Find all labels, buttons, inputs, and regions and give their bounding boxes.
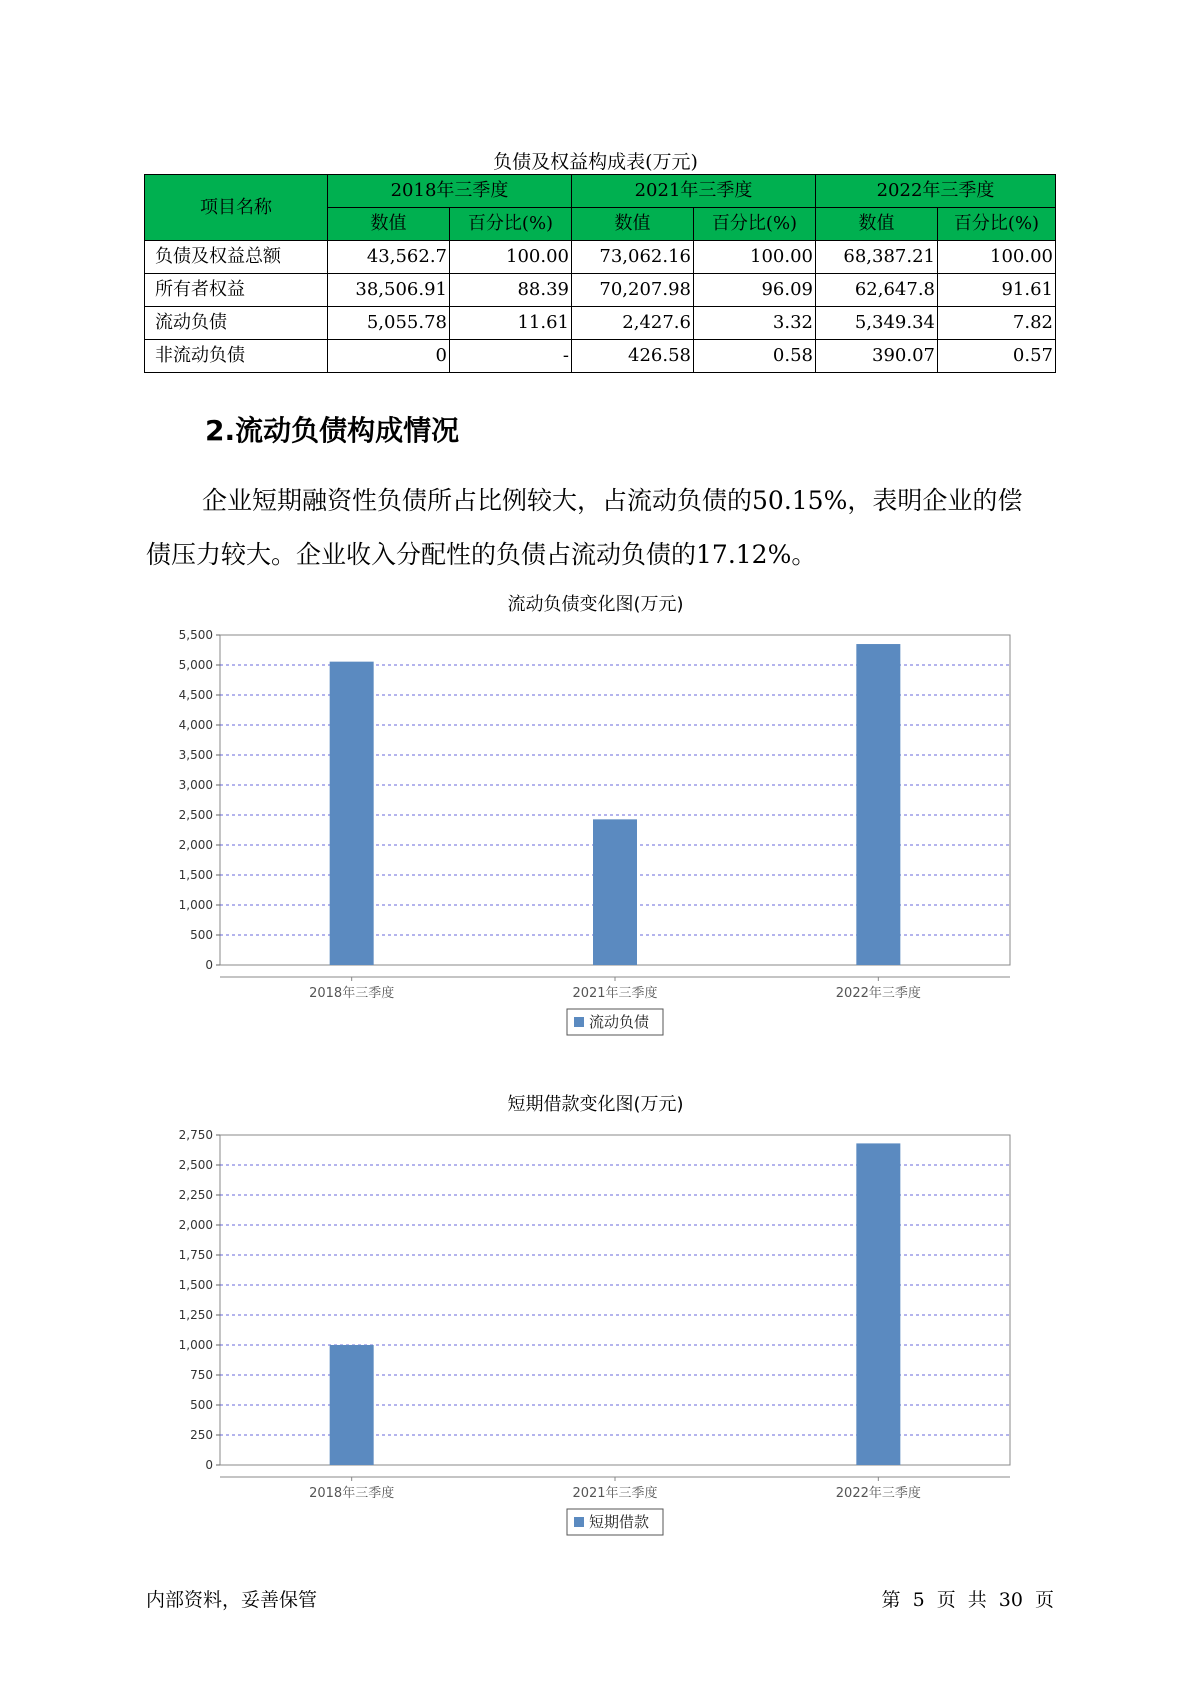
x-tick-label: 2018年三季度 xyxy=(309,1486,395,1501)
y-tick-label: 1,500 xyxy=(178,1278,213,1292)
table-cell: 426.58 xyxy=(572,340,694,373)
table-cell: 100.00 xyxy=(938,241,1056,274)
y-tick-label: 2,000 xyxy=(178,838,213,852)
legend-label: 短期借款 xyxy=(589,1513,650,1531)
y-tick-label: 500 xyxy=(190,928,213,942)
y-tick-label: 1,000 xyxy=(178,1338,213,1352)
chart-title-current-liabilities: 流动负债变化图(万元) xyxy=(507,594,684,615)
value-header: 数值 xyxy=(572,208,694,241)
y-tick-label: 750 xyxy=(190,1368,213,1382)
footer-confidential-note: 内部资料，妥善保管 xyxy=(146,1589,318,1611)
table-row xyxy=(145,274,1056,307)
table-cell: 96.09 xyxy=(694,274,816,307)
value-header: 数值 xyxy=(816,208,938,241)
chart-title-short-term-loans: 短期借款变化图(万元) xyxy=(507,1094,684,1115)
table-cell: 38,506.91 xyxy=(328,274,450,307)
table-cell: 88.39 xyxy=(450,274,572,307)
row-name: 所有者权益 xyxy=(145,274,328,307)
short-term-loans-chart xyxy=(160,1120,1020,1540)
item-name-header: 项目名称 xyxy=(145,175,328,241)
table-caption: 负债及权益构成表(万元) xyxy=(493,151,698,173)
table-cell: 0.57 xyxy=(938,340,1056,373)
table-cell: 73,062.16 xyxy=(572,241,694,274)
table-cell: - xyxy=(450,340,572,373)
x-tick-label: 2021年三季度 xyxy=(572,1486,658,1501)
table-cell: 0 xyxy=(328,340,450,373)
table-cell: 5,055.78 xyxy=(328,307,450,340)
bar xyxy=(856,1143,900,1465)
legend-swatch xyxy=(574,1517,584,1527)
table-row xyxy=(145,307,1056,340)
table-cell: 5,349.34 xyxy=(816,307,938,340)
x-tick-label: 2022年三季度 xyxy=(835,1486,921,1501)
percent-header: 百分比(%) xyxy=(450,208,572,241)
current-liabilities-chart xyxy=(160,620,1020,1040)
table-cell: 100.00 xyxy=(450,241,572,274)
table-cell: 3.32 xyxy=(694,307,816,340)
table-cell: 7.82 xyxy=(938,307,1056,340)
percent-header: 百分比(%) xyxy=(694,208,816,241)
liabilities-equity-table xyxy=(144,174,1056,373)
table-cell: 62,647.8 xyxy=(816,274,938,307)
y-tick-label: 4,000 xyxy=(178,718,213,732)
table-cell: 2,427.6 xyxy=(572,307,694,340)
table-cell: 11.61 xyxy=(450,307,572,340)
y-tick-label: 500 xyxy=(190,1398,213,1412)
y-tick-label: 3,500 xyxy=(178,748,213,762)
bar xyxy=(593,819,637,965)
y-tick-label: 2,500 xyxy=(178,808,213,822)
y-tick-label: 2,500 xyxy=(178,1158,213,1172)
table-row xyxy=(145,340,1056,373)
table-cell: 0.58 xyxy=(694,340,816,373)
row-name: 非流动负债 xyxy=(145,340,328,373)
table-cell: 43,562.7 xyxy=(328,241,450,274)
page-number: 第 5 页 共 30 页 xyxy=(881,1589,1054,1611)
row-name: 负债及权益总额 xyxy=(145,241,328,274)
legend-swatch xyxy=(574,1017,584,1027)
percent-header: 百分比(%) xyxy=(938,208,1056,241)
section-heading: 2.流动负债构成情况 xyxy=(205,414,460,447)
y-tick-label: 2,000 xyxy=(178,1218,213,1232)
x-tick-label: 2022年三季度 xyxy=(835,986,921,1001)
row-name: 流动负债 xyxy=(145,307,328,340)
y-tick-label: 2,750 xyxy=(178,1128,213,1142)
y-tick-label: 1,750 xyxy=(178,1248,213,1262)
period-header: 2018年三季度 xyxy=(328,175,572,208)
table-header-row xyxy=(145,175,1056,208)
table-cell: 390.07 xyxy=(816,340,938,373)
legend-label: 流动负债 xyxy=(589,1013,650,1031)
y-tick-label: 0 xyxy=(205,958,213,972)
period-header: 2022年三季度 xyxy=(816,175,1056,208)
y-tick-label: 1,500 xyxy=(178,868,213,882)
table-row xyxy=(145,241,1056,274)
table-cell: 91.61 xyxy=(938,274,1056,307)
bar xyxy=(856,644,900,965)
bar xyxy=(330,1345,374,1465)
x-tick-label: 2021年三季度 xyxy=(572,986,658,1001)
y-tick-label: 0 xyxy=(205,1458,213,1472)
table-cell: 70,207.98 xyxy=(572,274,694,307)
y-tick-label: 3,000 xyxy=(178,778,213,792)
period-header: 2021年三季度 xyxy=(572,175,816,208)
y-tick-label: 1,250 xyxy=(178,1308,213,1322)
x-tick-label: 2018年三季度 xyxy=(309,986,395,1001)
y-tick-label: 5,000 xyxy=(178,658,213,672)
y-tick-label: 1,000 xyxy=(178,898,213,912)
table-cell: 68,387.21 xyxy=(816,241,938,274)
y-tick-label: 4,500 xyxy=(178,688,213,702)
bar xyxy=(330,662,374,965)
y-tick-label: 250 xyxy=(190,1428,213,1442)
body-paragraph: 企业短期融资性负债所占比例较大，占流动负债的50.15%，表明企业的偿债压力较大。企业收入分配性的负债占流动负债的17.12%。 xyxy=(146,486,1023,569)
y-tick-label: 5,500 xyxy=(178,628,213,642)
value-header: 数值 xyxy=(328,208,450,241)
table-cell: 100.00 xyxy=(694,241,816,274)
y-tick-label: 2,250 xyxy=(178,1188,213,1202)
